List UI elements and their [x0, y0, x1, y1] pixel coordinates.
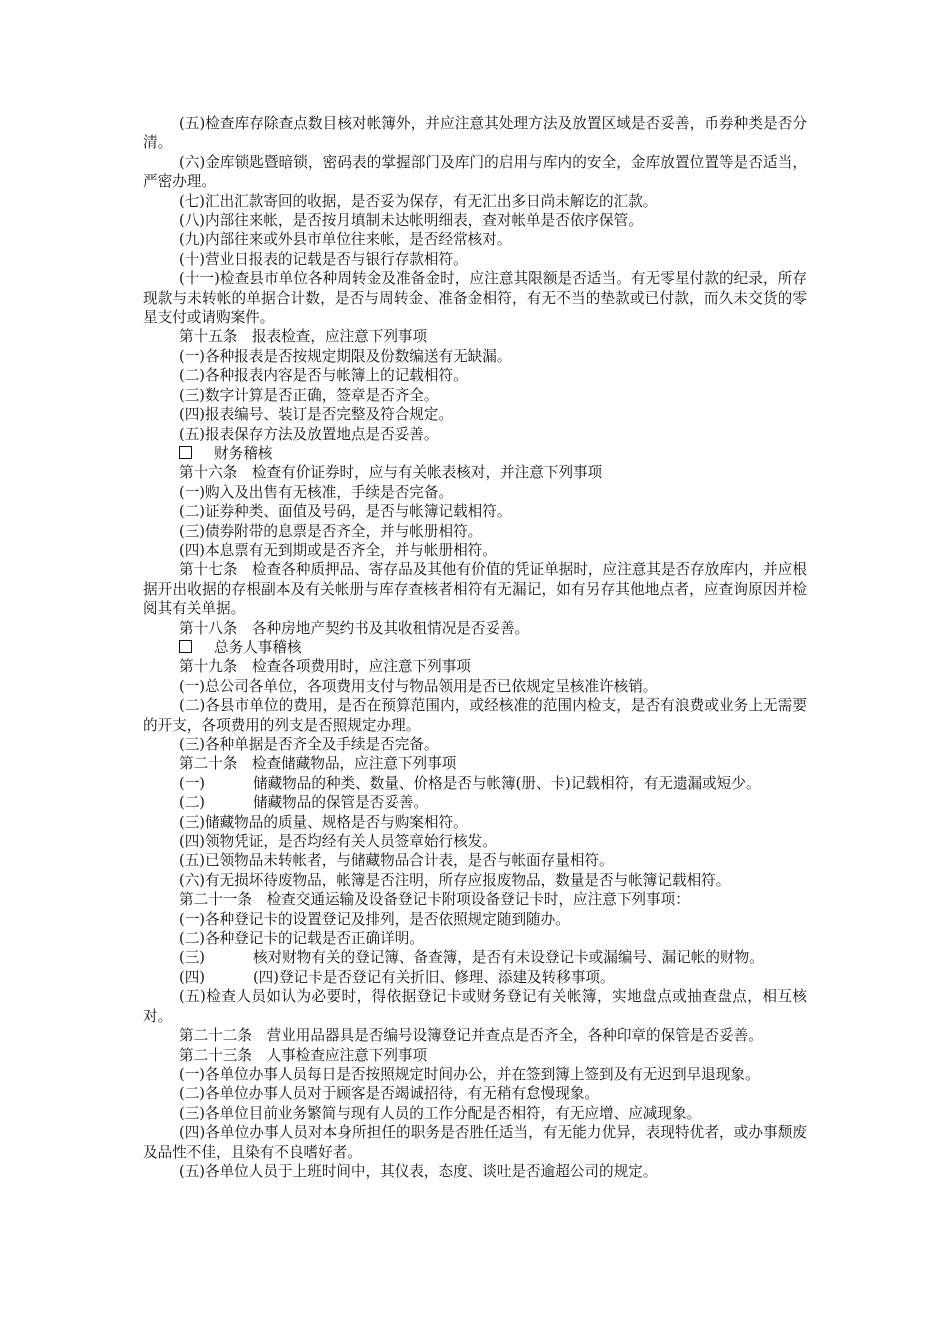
paragraph: 第二十一条 检查交通运输及设备登记卡附项设备登记卡时，应注意下列事项： [179, 891, 690, 909]
paragraph: (一)总公司各单位，各项费用支付与物品领用是否已依规定呈核准许核销。 [179, 677, 658, 695]
paragraph: (二)各县市单位的费用，是否在预算范围内，或经核准的范围内检支，是否有浪费或业务上无需要的开支，各项费用的列支是否照规定办理。 [143, 697, 807, 734]
checkbox-square-icon [179, 446, 192, 459]
paragraph: (一)各种登记卡的设置登记及排列，是否依照规定随到随办。 [179, 910, 570, 928]
item-text: (四)登记卡是否登记有关折旧、修理、添建及转移事项。 [252, 968, 615, 986]
paragraph: (二)证券种类、面值及号码，是否与帐簿记载相符。 [179, 503, 512, 521]
item-text: 核对财物有关的登记簿、备查簿，是否有未设登记卡或漏编号、漏记帐的财物。 [252, 949, 764, 967]
paragraph: (六)金库锁匙暨暗锁，密码表的掌握部门及库门的启用与库内的安全，金库放置位置等是否适当，严密办理。 [143, 153, 807, 191]
paragraph: (三)债券附带的息票是否齐全，并与帐册相符。 [179, 522, 483, 540]
paragraph: (九)内部往来或外县市单位往来帐，是否经常核对。 [179, 231, 512, 249]
paragraph: (二)各种报表内容是否与帐簿上的记载相符。 [179, 367, 468, 385]
paragraph: (四)领物凭证，是否均经有关人员签章始行核发。 [179, 833, 497, 851]
document-page [143, 114, 807, 1181]
item-number: (四) [179, 968, 205, 986]
section-heading-text: 总务人事稽核 [214, 638, 302, 656]
paragraph: (五)已领物品未转帐者，与储藏物品合计表，是否与帐面存量相符。 [179, 852, 614, 870]
paragraph [143, 948, 807, 967]
paragraph: (五)各单位人员于上班时间中，其仪表，态度、谈吐是否逾超公司的规定。 [179, 1162, 658, 1180]
paragraph: (五)报表保存方法及放置地点是否妥善。 [179, 425, 439, 443]
paragraph: (十)营业日报表的记载是否与银行存款相符。 [179, 250, 468, 268]
paragraph: 第十九条 检查各项费用时，应注意下列事项 [179, 658, 471, 676]
section-heading-text: 财务稽核 [214, 444, 273, 462]
item-number: (一) [179, 774, 205, 792]
paragraph: (五)检查人员如认为必要时，得依据登记卡或财务登记有关帐簿，实地盘点或抽查盘点，相互核对。 [143, 988, 807, 1025]
paragraph: (一)购入及出售有无核准，手续是否完备。 [179, 483, 454, 501]
paragraph [143, 793, 807, 812]
paragraph: 第十五条 报表检查，应注意下列事项 [179, 328, 428, 346]
item-text: 储藏物品的保管是否妥善。 [252, 794, 429, 812]
paragraph: (四)本息票有无到期或是否齐全，并与帐册相符。 [179, 541, 497, 559]
paragraph: (三)各单位目前业务繁简与现有人员的工作分配是否相符，有无应增、应减现象。 [179, 1104, 702, 1122]
paragraph: (三)数字计算是否正确，签章是否齐全。 [179, 386, 439, 404]
paragraph [143, 774, 807, 793]
paragraph: 第十八条 各种房地产契约书及其收租情况是否妥善。 [179, 619, 530, 637]
paragraph: 第二十条 检查储藏物品，应注意下列事项 [179, 755, 457, 773]
paragraph [143, 968, 807, 987]
item-number: (二) [179, 794, 205, 812]
paragraph: 第十七条 检查各种质押品、寄存品及其他有价值的凭证单据时，应注意其是否存放库内，并应根据开出收据的存根副本及有关帐册与库存查核者相符有无漏记，如有另存其他地点者，应查询原因并检阅其有关单据。 [143, 561, 807, 618]
paragraph: 第二十三条 人事检查应注意下列事项 [179, 1046, 428, 1064]
paragraph: (三)储藏物品的质量、规格是否与购案相符。 [179, 813, 468, 831]
paragraph: (一)各种报表是否按规定期限及份数编送有无缺漏。 [179, 347, 512, 365]
paragraph: (二)各单位办事人员对于顾客是否竭诚招待，有无稍有怠慢现象。 [179, 1085, 600, 1103]
checkbox-square-icon [179, 640, 192, 653]
paragraph: 第二十二条 营业用品器具是否编号设簿登记并查点是否齐全，各种印章的保管是否妥善。 [179, 1027, 763, 1045]
item-text: 储藏物品的种类、数量、价格是否与帐簿(册、卡)记载相符，有无遗漏或短少。 [252, 774, 761, 792]
paragraph: (四)报表编号、装订是否完整及符合规定。 [179, 406, 454, 424]
section-heading [143, 444, 807, 463]
paragraph: (五)检查库存除查点数目核对帐簿外，并应注意其处理方法及放置区域是否妥善，币券种类是否分清。 [143, 115, 807, 152]
paragraph: (三)各种单据是否齐全及手续是否完备。 [179, 736, 439, 753]
paragraph: 第十六条 检查有价证券时，应与有关帐表核对，并注意下列事项 [179, 464, 603, 482]
paragraph: (十一)检查县市单位各种周转金及准备金时，应注意其限额是否适当。有无零星付款的纪录，所存现款与未转帐的单据合计数，是否与周转金、准备金相符，有无不当的垫款或已付款，而久未交货的零星支付或请购案件。 [143, 270, 807, 327]
paragraph: (四)各单位办事人员对本身所担任的职务是否胜任适当，有无能力优异，表现特优者，或办事颓废及品性不佳，且染有不良嗜好者。 [143, 1124, 807, 1161]
item-number: (三) [179, 949, 205, 967]
paragraph: (七)汇出汇款寄回的收据，是否妥为保存，有无汇出多日尚未解讫的汇款。 [179, 192, 658, 210]
paragraph: (六)有无损坏待废物品，帐簿是否注明，所存应报废物品，数量是否与帐簿记载相符。 [179, 871, 731, 889]
paragraph: (二)各种登记卡的记载是否正确详明。 [179, 930, 424, 948]
section-heading [143, 638, 807, 657]
paragraph: (八)内部往来帐，是否按月填制未达帐明细表，查对帐单是否依序保管。 [179, 212, 643, 230]
paragraph: (一)各单位办事人员每日是否按照规定时间办公，并在签到簿上签到及有无迟到早退现象。 [179, 1065, 760, 1083]
